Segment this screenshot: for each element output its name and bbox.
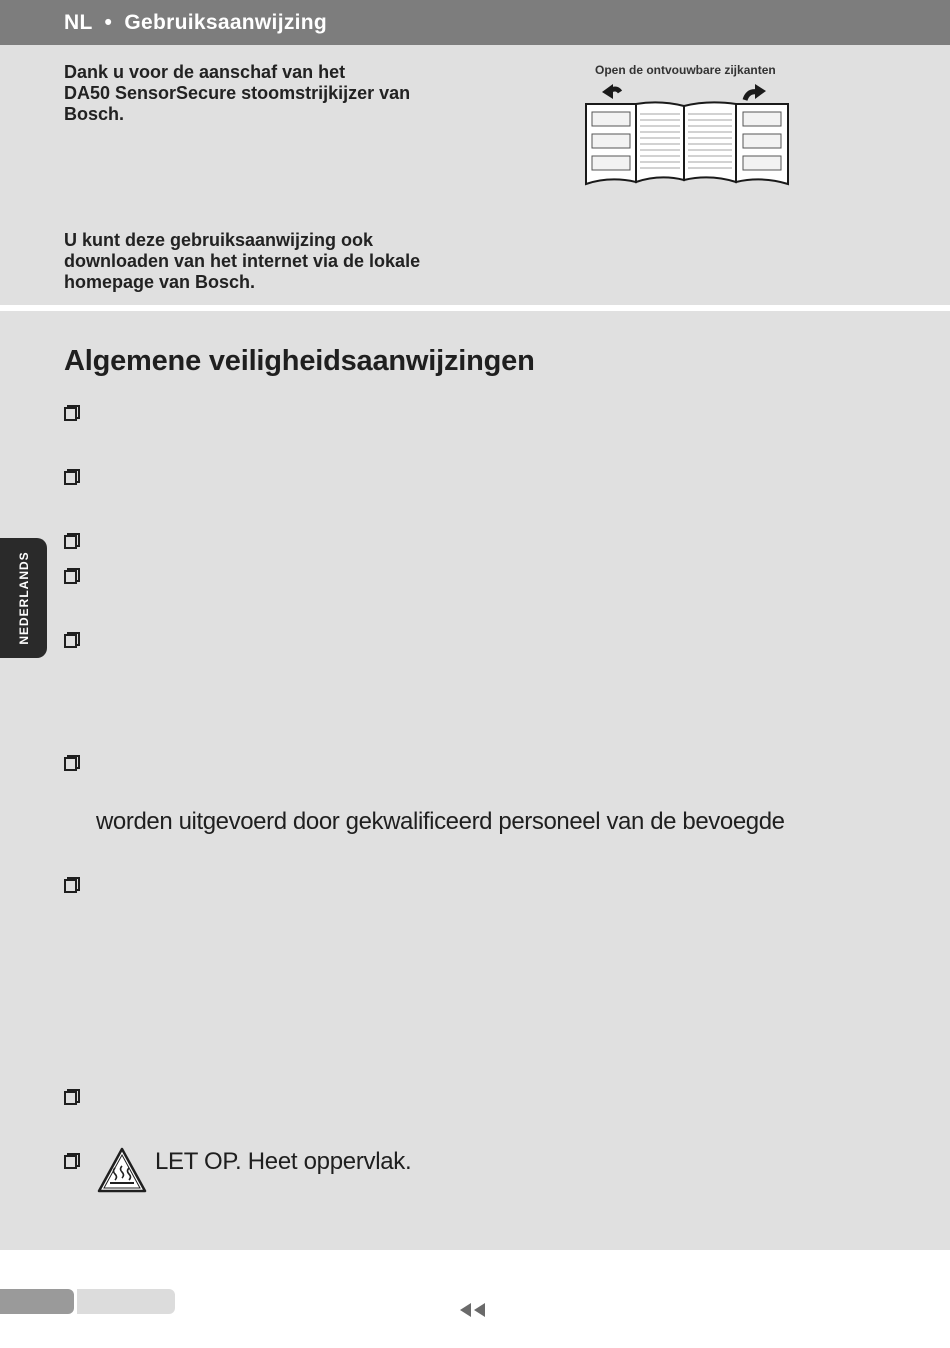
fold-caption: Open de ontvouwbare zijkanten (595, 63, 776, 77)
checkbox-bullet-icon (64, 755, 80, 772)
section-title: Algemene veiligheidsaanwijzingen (64, 345, 535, 377)
thanks-paragraph (64, 62, 444, 125)
download-line: U kunt deze gebruiksaanwijzing ook (64, 230, 374, 250)
checkbox-bullet-icon (64, 533, 80, 550)
foldout-booklet-icon (580, 82, 795, 188)
safety-panel (0, 311, 950, 1250)
header-title: NL • Gebruiksaanwijzing (64, 11, 328, 34)
checkbox-bullet-icon (64, 568, 80, 585)
hot-surface-warning-icon (96, 1146, 148, 1194)
checkbox-bullet-icon (64, 469, 80, 486)
thanks-line: Dank u voor de aanschaf van het (64, 62, 346, 82)
checkbox-bullet-icon (64, 1089, 80, 1106)
checkbox-bullet-icon (64, 877, 80, 894)
checkbox-bullet-icon (64, 1153, 80, 1170)
checkbox-bullet-icon (64, 632, 80, 649)
checkbox-bullet-icon (64, 405, 80, 422)
thanks-line: Bosch. (64, 104, 125, 124)
hot-surface-warning-text: LET OP. Heet oppervlak. (155, 1148, 412, 1175)
language-side-tab-label: NEDERLANDS (17, 551, 31, 645)
download-line: homepage van Bosch. (64, 272, 256, 292)
double-back-arrow-icon[interactable] (460, 1302, 488, 1318)
download-paragraph (64, 230, 444, 293)
download-line: downloaden van het internet via de lokale (64, 251, 421, 271)
page-header (0, 0, 950, 45)
page-indicator-next (77, 1289, 175, 1314)
thanks-line: DA50 SensorSecure stoomstrijkijzer van (64, 83, 411, 103)
safety-text-fragment: worden uitgevoerd door gekwalificeerd personeel van de bevoegde (96, 808, 785, 835)
page-indicator-current (0, 1289, 74, 1314)
